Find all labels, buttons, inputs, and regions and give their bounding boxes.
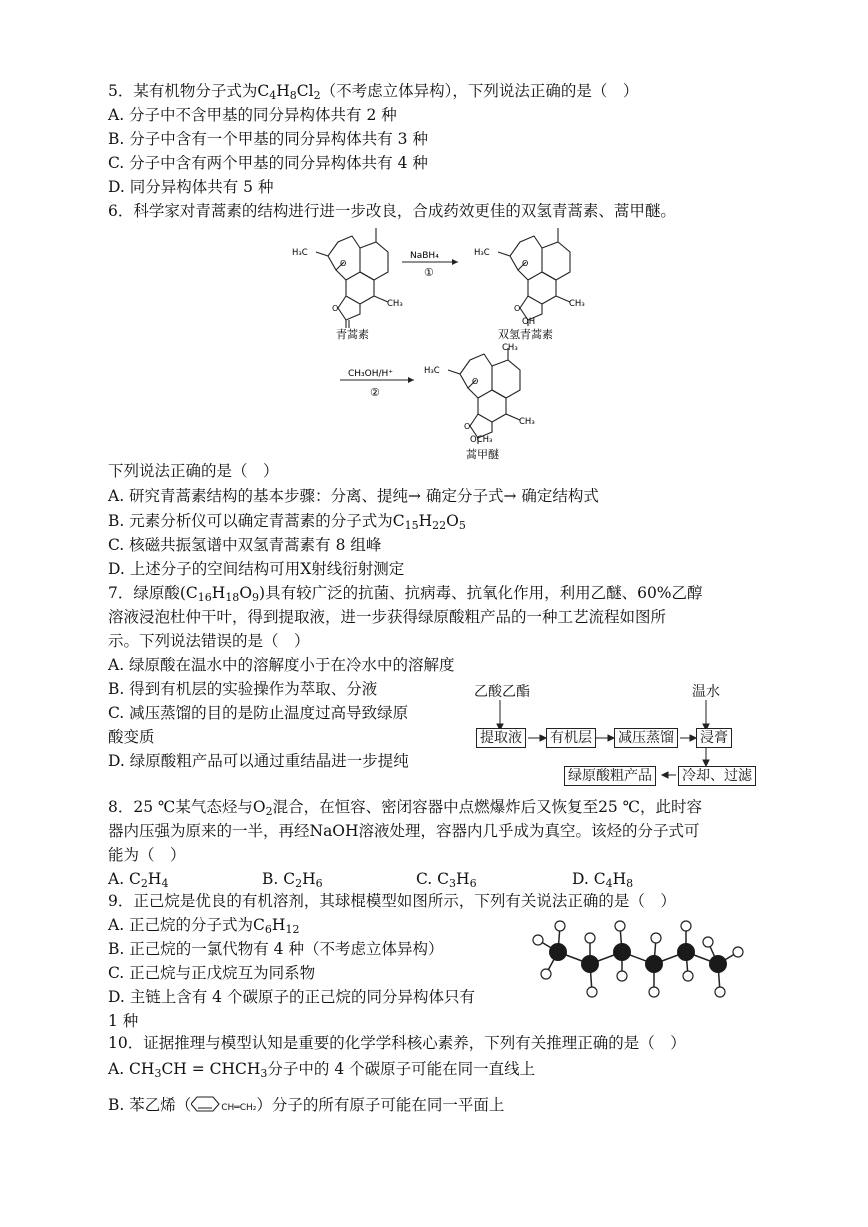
flow-box-crude-product: 绿原酸粗产品: [564, 766, 656, 786]
artemether-structure: [420, 340, 540, 462]
svg-text:H₃C: H₃C: [474, 248, 490, 258]
svg-text:O: O: [332, 304, 339, 313]
q9-stem: 9．正己烷是优良的有机溶剂，其球棍模型如图所示，下列有关说法正确的是（ ）: [108, 892, 676, 910]
q10-stem: 10．证据推理与模型认知是重要的化学学科核心素养，下列有关推理正确的是（ ）: [108, 1034, 686, 1052]
svg-text:双氢青蒿素: 双氢青蒿素: [498, 328, 553, 340]
svg-text:O: O: [472, 377, 479, 386]
q7-option-c-line-1: C. 减压蒸馏的目的是防止温度过高导致绿原: [108, 704, 409, 722]
svg-text:②: ②: [370, 386, 380, 399]
q8-option-b: B. $C_2H_6$: [262, 870, 323, 890]
q5-stem: 5．某有机物分子式为$C_4H_8Cl_2$（不考虑立体异构），下列说法正确的是（ ）: [108, 82, 639, 102]
q7-stem-line-2: 溶液浸泡杜仲干叶，得到提取液，进一步获得绿原酸粗产品的一种工艺流程如图所: [108, 608, 667, 626]
svg-text:NaBH₄: NaBH₄: [410, 251, 439, 261]
flow-box-vacuum-distill: 减压蒸馏: [614, 728, 678, 748]
svg-text:O: O: [464, 422, 471, 431]
flow-label-ethyl-acetate: 乙酸乙酯: [474, 684, 530, 700]
q9-option-c: C. 正己烷与正戊烷互为同系物: [108, 964, 316, 982]
flow-box-organic-layer: 有机层: [546, 728, 596, 748]
q6-option-a: A. 研究青蒿素结构的基本步骤：分离、提纯→ 确定分子式→ 确定结构式: [108, 487, 599, 505]
q8-option-a: A. $C_2H_4$: [108, 870, 169, 890]
q8-option-d: D. $C_4H_8$: [572, 870, 634, 890]
q8-stem-line-3: 能为（ ）: [108, 846, 186, 864]
q7-option-c-line-2: 酸变质: [108, 728, 155, 746]
q5-option-b: B. 分子中含有一个甲基的同分异构体共有 3 种: [108, 130, 428, 148]
flow-box-extract: 提取液: [476, 728, 526, 748]
svg-text:CH₃: CH₃: [519, 417, 535, 427]
q6-stem: 6．科学家对青蒿素的结构进行进一步改良，合成药效更佳的双氢青蒿素、蒿甲醚。: [108, 202, 676, 220]
svg-text:①: ①: [424, 266, 434, 279]
q8-stem-line-2: 器内压强为原来的一半，再经NaOH溶液处理，容器内几乎成为真空。该烃的分子式可: [108, 822, 700, 840]
reaction-arrow-1: [400, 248, 462, 282]
q5-option-c: C. 分子中含有两个甲基的同分异构体共有 4 种: [108, 154, 428, 172]
svg-text:H₃C: H₃C: [424, 366, 440, 376]
reaction-arrow-2: [338, 366, 418, 402]
q9-option-d-line-2: 1 种: [108, 1012, 139, 1030]
q6-ask: 下列说法正确的是（ ）: [108, 462, 279, 480]
svg-text:CH₃OH/H⁺: CH₃OH/H⁺: [348, 369, 394, 379]
svg-text:H₃C: H₃C: [292, 248, 308, 258]
svg-text:O: O: [522, 259, 529, 268]
q10-option-a: A. $CH_3CH$ = $CHCH_3$分子中的 4 个碳原子可能在同一直线上: [108, 1060, 536, 1080]
q7-stem-line-3: 示。下列说法错误的是（ ）: [108, 632, 310, 650]
flow-box-paste: 浸膏: [696, 728, 732, 748]
q6-option-d: D. 上述分子的空间结构可用X射线衍射测定: [108, 560, 405, 578]
svg-text:CH₃: CH₃: [387, 299, 403, 309]
q7-option-d: D. 绿原酸粗产品可以通过重结晶进一步提纯: [108, 752, 409, 770]
hexane-ball-stick-model: [526, 912, 746, 1004]
q9-option-d-line-1: D. 主链上含有 4 个碳原子的正己烷的同分异构体只有: [108, 988, 475, 1006]
q10-option-b: B. 苯乙烯（ CH═CH₂）分子的所有原子可能在同一平面上: [108, 1096, 505, 1114]
q7-option-a: A. 绿原酸在温水中的溶解度小于在冷水中的溶解度: [108, 656, 455, 674]
flow-box-cool-filter: 冷却、过滤: [678, 766, 756, 786]
dihydroartemisinin-structure: [470, 222, 590, 340]
svg-text:CH₃: CH₃: [569, 299, 585, 309]
svg-text:OH: OH: [522, 317, 536, 327]
svg-text:青蒿素: 青蒿素: [336, 328, 369, 340]
svg-text:蒿甲醚: 蒿甲醚: [466, 448, 499, 461]
q9-option-a: A. 正己烷的分子式为$C_6H_{12}$: [108, 916, 300, 936]
q5-option-d: D. 同分异构体共有 5 种: [108, 178, 274, 196]
q9-option-b: B. 正己烷的一氯代物有 4 种（不考虑立体异构）: [108, 940, 444, 958]
q8-option-c: C. $C_3H_6$: [416, 870, 477, 890]
svg-text:CH₃: CH₃: [502, 343, 518, 353]
q7-option-b: B. 得到有机层的实验操作为萃取、分液: [108, 680, 378, 698]
benzene-ring-icon: [191, 1095, 221, 1113]
q7-stem-line-1: 7．绿原酸$(C_{16}H_{18}O_9)$具有较广泛的抗菌、抗病毒、抗氧化作用，利用乙醚、60%乙醇: [108, 584, 703, 604]
q6-option-c: C. 核磁共振氢谱中双氢青蒿素有 8 组峰: [108, 536, 382, 554]
qinghaosu-structure: [288, 222, 408, 340]
svg-text:OCH₃: OCH₃: [470, 435, 493, 445]
svg-text:O: O: [340, 259, 347, 268]
q5-option-a: A. 分子中不含甲基的同分异构体共有 2 种: [108, 106, 397, 124]
q8-stem-line-1: 8．25 ℃某气态烃与$O_2$混合，在恒容、密闭容器中点燃爆炸后又恢复至25 ℃，此时容: [108, 798, 703, 818]
flow-label-warm-water: 温水: [692, 684, 720, 700]
q6-option-b: B. 元素分析仪可以确定青蒿素的分子式为$C_{15}H_{22}O_5$: [108, 512, 466, 532]
svg-text:O: O: [514, 304, 521, 313]
